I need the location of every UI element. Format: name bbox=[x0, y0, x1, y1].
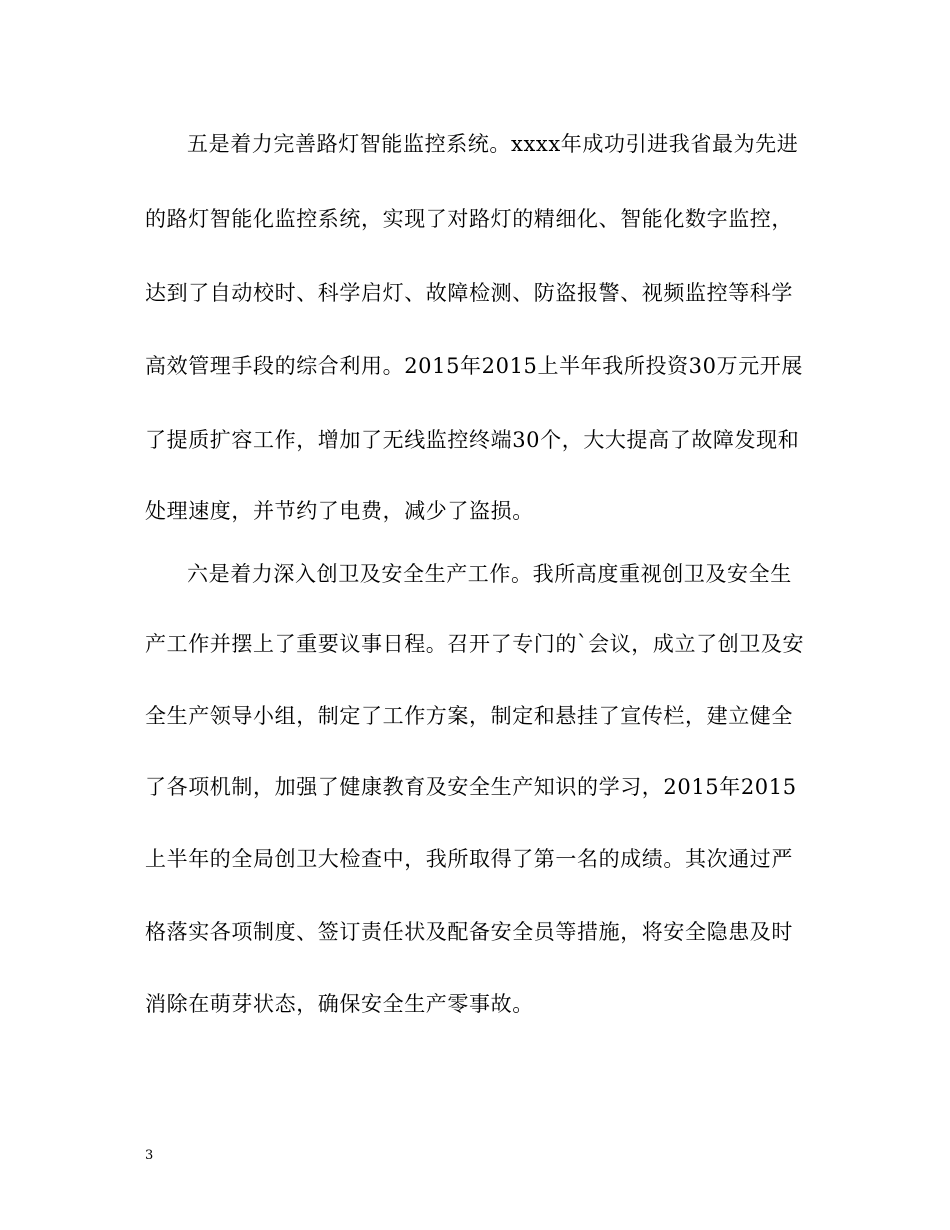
paragraph-line: 高效管理手段的综合利用。2015年2015上半年我所投资30万元开展 bbox=[145, 354, 804, 378]
paragraph-line: 六是着力深入创卫及安全生产工作。我所高度重视创卫及安全生 bbox=[187, 562, 792, 586]
page-number: 3 bbox=[145, 1148, 154, 1163]
paragraph-line: 五是着力完善路灯智能监控系统。xxxx年成功引进我省最为先进 bbox=[187, 132, 799, 156]
paragraph-line: 处理速度，并节约了电费，减少了盗损。 bbox=[145, 499, 534, 523]
paragraph-line: 达到了自动校时、科学启灯、故障检测、防盗报警、视频监控等科学 bbox=[145, 281, 793, 305]
paragraph-line: 产工作并摆上了重要议事日程。召开了专门的`会议，成立了创卫及安 bbox=[145, 632, 805, 656]
paragraph-line: 全生产领导小组，制定了工作方案，制定和悬挂了宣传栏，建立健全 bbox=[145, 704, 793, 728]
paragraph-line: 的路灯智能化监控系统，实现了对路灯的精细化、智能化数字监控， bbox=[145, 207, 793, 231]
paragraph-line: 消除在萌芽状态，确保安全生产零事故。 bbox=[145, 992, 534, 1016]
paragraph-line: 上半年的全局创卫大检查中，我所取得了第一名的成绩。其次通过严 bbox=[145, 847, 793, 871]
paragraph-line: 格落实各项制度、签订责任状及配备安全员等措施，将安全隐患及时 bbox=[145, 920, 793, 944]
paragraph-line: 了各项机制，加强了健康教育及安全生产知识的学习，2015年2015 bbox=[145, 775, 797, 799]
paragraph-line: 了提质扩容工作，增加了无线监控终端30个，大大提高了故障发现和 bbox=[145, 428, 800, 452]
